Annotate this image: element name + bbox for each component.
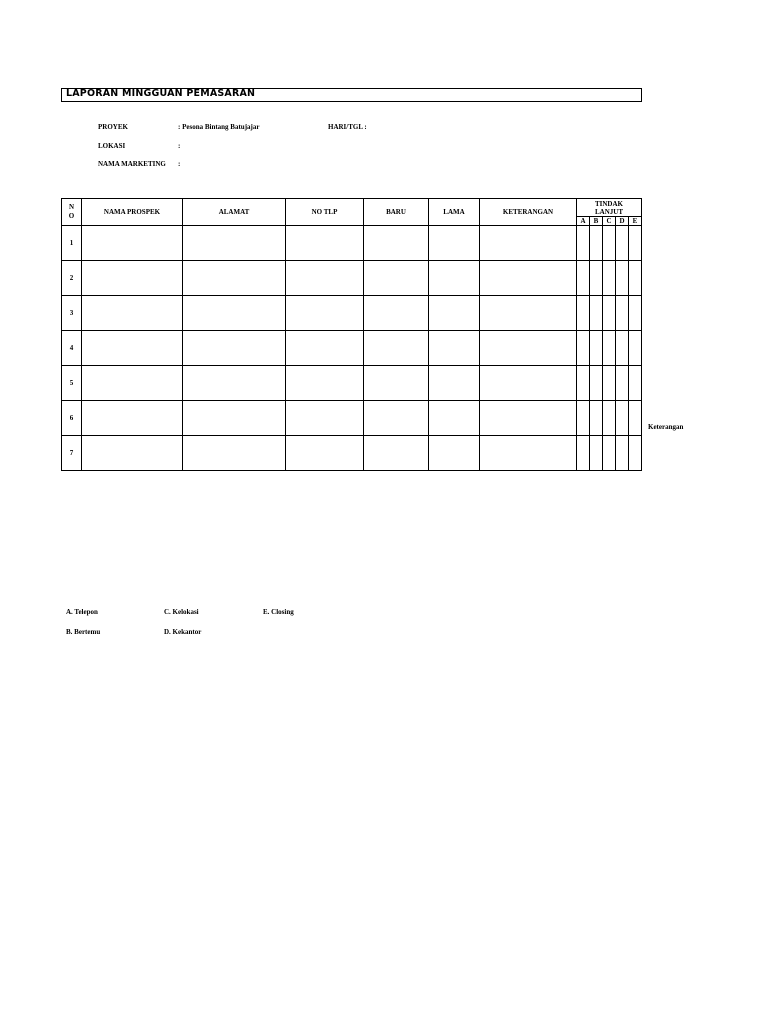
table-row — [62, 331, 642, 366]
cell-tl-d[interactable] — [616, 296, 629, 331]
side-note-keterangan: Keterangan — [648, 423, 684, 431]
row-number: 5 — [62, 366, 82, 401]
cell-no-tlp[interactable] — [286, 296, 364, 331]
cell-tl-a[interactable] — [577, 436, 590, 471]
cell-tl-e[interactable] — [629, 296, 642, 331]
cell-no-tlp[interactable] — [286, 366, 364, 401]
cell-no-tlp[interactable] — [286, 436, 364, 471]
cell-baru[interactable] — [364, 261, 429, 296]
cell-tl-c[interactable] — [603, 296, 616, 331]
legend-item-d: D. Kekantor — [164, 628, 202, 636]
cell-keterangan[interactable] — [480, 436, 577, 471]
cell-tl-d[interactable] — [616, 261, 629, 296]
marketing-label: NAMA MARKETING — [98, 160, 166, 168]
table-body — [62, 199, 642, 471]
cell-tl-d[interactable] — [616, 331, 629, 366]
cell-keterangan[interactable] — [480, 261, 577, 296]
row-number: 4 — [62, 331, 82, 366]
cell-no-tlp[interactable] — [286, 261, 364, 296]
cell-lama[interactable] — [429, 331, 480, 366]
legend-item-e: E. Closing — [263, 608, 294, 616]
header-tindak-lanjut: TINDAK LANJUT — [577, 199, 642, 217]
cell-tl-a[interactable] — [577, 261, 590, 296]
cell-keterangan[interactable] — [480, 366, 577, 401]
cell-tl-b[interactable] — [590, 261, 603, 296]
cell-nama-prospek[interactable] — [82, 226, 183, 261]
header-nama-prospek: NAMA PROSPEK — [82, 199, 183, 226]
cell-no-tlp[interactable] — [286, 226, 364, 261]
cell-lama[interactable] — [429, 226, 480, 261]
header-alamat: ALAMAT — [183, 199, 286, 226]
marketing-value: : — [178, 160, 181, 168]
cell-tl-d[interactable] — [616, 436, 629, 471]
cell-baru[interactable] — [364, 296, 429, 331]
cell-tl-d[interactable] — [616, 226, 629, 261]
cell-nama-prospek[interactable] — [82, 401, 183, 436]
cell-alamat[interactable] — [183, 261, 286, 296]
cell-lama[interactable] — [429, 401, 480, 436]
header-sub-e: E — [629, 217, 642, 226]
header-sub-d: D — [616, 217, 629, 226]
cell-no-tlp[interactable] — [286, 401, 364, 436]
cell-baru[interactable] — [364, 366, 429, 401]
cell-tl-b[interactable] — [590, 226, 603, 261]
cell-tl-a[interactable] — [577, 331, 590, 366]
cell-tl-b[interactable] — [590, 366, 603, 401]
row-number: 7 — [62, 436, 82, 471]
cell-lama[interactable] — [429, 261, 480, 296]
cell-tl-c[interactable] — [603, 226, 616, 261]
legend-item-a: A. Telepon — [66, 608, 98, 616]
cell-tl-b[interactable] — [590, 401, 603, 436]
cell-baru[interactable] — [364, 331, 429, 366]
cell-alamat[interactable] — [183, 226, 286, 261]
cell-alamat[interactable] — [183, 401, 286, 436]
cell-tl-e[interactable] — [629, 331, 642, 366]
cell-alamat[interactable] — [183, 366, 286, 401]
cell-tl-e[interactable] — [629, 226, 642, 261]
header-lama: LAMA — [429, 199, 480, 226]
cell-no-tlp[interactable] — [286, 331, 364, 366]
table-row — [62, 366, 642, 401]
table-row — [62, 401, 642, 436]
cell-tl-e[interactable] — [629, 366, 642, 401]
proyek-value: : Pesona Bintang Batujajar — [178, 123, 260, 131]
header-sub-b: B — [590, 217, 603, 226]
cell-alamat[interactable] — [183, 436, 286, 471]
table-row — [62, 261, 642, 296]
report-title: LAPORAN MINGGUAN PEMASARAN — [66, 88, 256, 99]
cell-tl-a[interactable] — [577, 226, 590, 261]
cell-lama[interactable] — [429, 366, 480, 401]
table-row — [62, 436, 642, 471]
cell-tl-a[interactable] — [577, 401, 590, 436]
cell-nama-prospek[interactable] — [82, 366, 183, 401]
table-row — [62, 226, 642, 261]
cell-nama-prospek[interactable] — [82, 436, 183, 471]
row-number: 3 — [62, 296, 82, 331]
lokasi-label: LOKASI — [98, 142, 126, 150]
cell-tl-b[interactable] — [590, 436, 603, 471]
cell-nama-prospek[interactable] — [82, 331, 183, 366]
row-number: 6 — [62, 401, 82, 436]
row-number: 1 — [62, 226, 82, 261]
row-number: 2 — [62, 261, 82, 296]
cell-keterangan[interactable] — [480, 331, 577, 366]
cell-tl-e[interactable] — [629, 261, 642, 296]
cell-tl-c[interactable] — [603, 366, 616, 401]
header-sub-c: C — [603, 217, 616, 226]
legend-item-c: C. Kelokasi — [164, 608, 199, 616]
legend-item-b: B. Bertemu — [66, 628, 101, 636]
cell-lama[interactable] — [429, 296, 480, 331]
cell-baru[interactable] — [364, 226, 429, 261]
haritgl-label: HARI/TGL : — [328, 123, 367, 131]
cell-tl-b[interactable] — [590, 331, 603, 366]
cell-tl-c[interactable] — [603, 331, 616, 366]
cell-tl-a[interactable] — [577, 366, 590, 401]
table-row — [62, 296, 642, 331]
prospect-table — [61, 198, 642, 471]
cell-alamat[interactable] — [183, 296, 286, 331]
cell-tl-e[interactable] — [629, 401, 642, 436]
cell-keterangan[interactable] — [480, 296, 577, 331]
cell-tl-c[interactable] — [603, 401, 616, 436]
cell-lama[interactable] — [429, 436, 480, 471]
cell-alamat[interactable] — [183, 331, 286, 366]
cell-baru[interactable] — [364, 436, 429, 471]
header-no: N O — [62, 199, 82, 226]
lokasi-value: : — [178, 142, 181, 150]
cell-tl-c[interactable] — [603, 436, 616, 471]
header-baru: BARU — [364, 199, 429, 226]
cell-nama-prospek[interactable] — [82, 296, 183, 331]
report-title-box — [61, 88, 642, 102]
cell-keterangan[interactable] — [480, 226, 577, 261]
cell-nama-prospek[interactable] — [82, 261, 183, 296]
cell-tl-d[interactable] — [616, 401, 629, 436]
cell-tl-c[interactable] — [603, 261, 616, 296]
header-row — [62, 199, 642, 217]
cell-tl-d[interactable] — [616, 366, 629, 401]
header-no-tlp: NO TLP — [286, 199, 364, 226]
proyek-label: PROYEK — [98, 123, 128, 131]
header-sub-a: A — [577, 217, 590, 226]
cell-tl-b[interactable] — [590, 296, 603, 331]
cell-keterangan[interactable] — [480, 401, 577, 436]
cell-baru[interactable] — [364, 401, 429, 436]
cell-tl-e[interactable] — [629, 436, 642, 471]
cell-tl-a[interactable] — [577, 296, 590, 331]
header-keterangan: KETERANGAN — [480, 199, 577, 226]
